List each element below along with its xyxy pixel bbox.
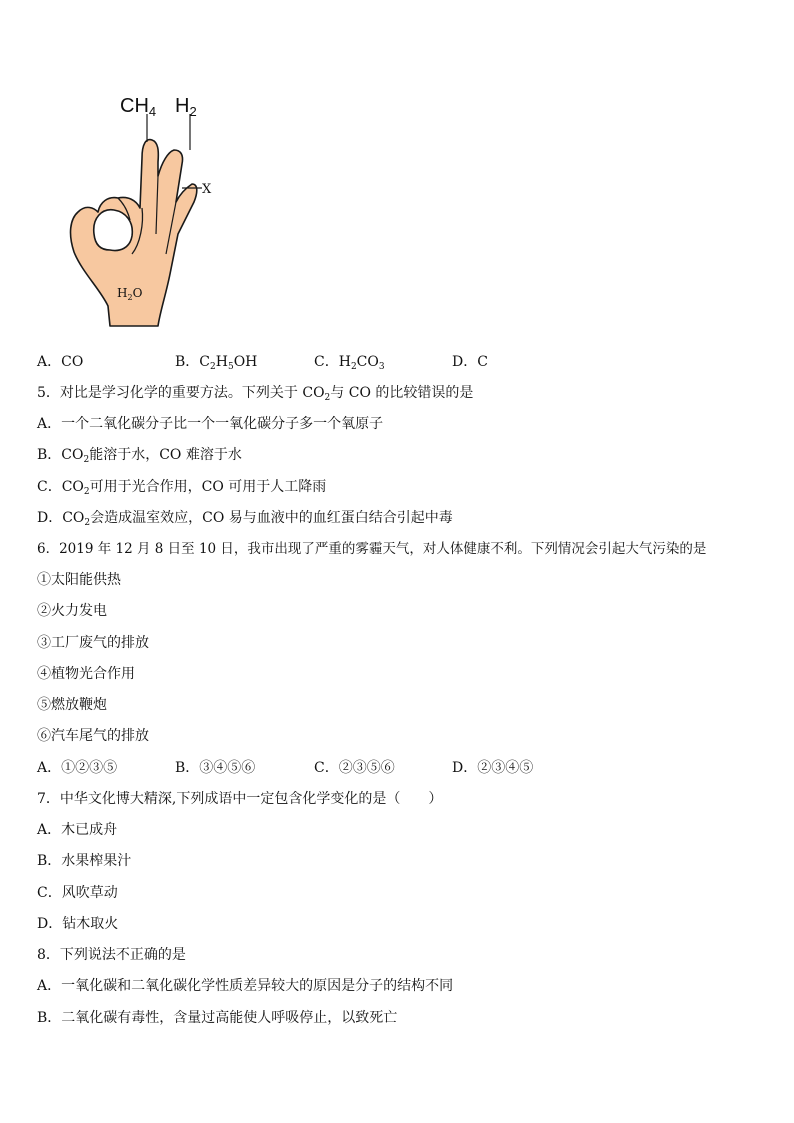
- q8-option-b[interactable]: B．二氧化碳有毒性，含量过高能使人呼吸停止，以致死亡: [37, 1010, 398, 1026]
- q6-item-6: ⑥汽车尾气的排放: [37, 728, 149, 744]
- q4-option-b[interactable]: B．$C_2H_5OH$: [175, 354, 258, 372]
- q7-option-a[interactable]: A．木已成舟: [37, 822, 118, 838]
- q7-stem: 7．中华文化博大精深,下列成语中一定包含化学变化的是（ ）: [37, 791, 443, 807]
- x-label: X: [202, 182, 212, 197]
- q5-option-a[interactable]: A．一个二氧化碳分子比一个一氧化碳分子多一个氧原子: [37, 416, 384, 432]
- q8-option-a[interactable]: A．一氧化碳和二氧化碳化学性质差异较大的原因是分子的结构不同: [37, 978, 454, 994]
- ok-hole: [94, 210, 133, 251]
- q7-option-d[interactable]: D．钻木取火: [37, 916, 119, 932]
- q4-option-c[interactable]: C．$H_2CO_3$: [314, 354, 385, 372]
- q6-item-4: ④植物光合作用: [37, 666, 135, 682]
- q6-option-b[interactable]: B．③④⑤⑥: [175, 760, 256, 776]
- q7-option-b[interactable]: B．水果榨果汁: [37, 853, 132, 869]
- q5-option-c[interactable]: C．$CO_2$可用于光合作用，CO 可用于人工降雨: [37, 479, 327, 497]
- h2-label: $H_2$: [175, 95, 197, 119]
- q7-option-c[interactable]: C．风吹草动: [37, 885, 118, 901]
- q6-option-c[interactable]: C．②③⑤⑥: [314, 760, 395, 776]
- q6-item-2: ②火力发电: [37, 603, 107, 619]
- q5-option-b[interactable]: B．$CO_2$能溶于水，CO 难溶于水: [37, 447, 242, 465]
- q6-option-d[interactable]: D．②③④⑤: [452, 760, 534, 776]
- q4-option-d[interactable]: D．C: [452, 354, 488, 370]
- q4-option-a[interactable]: A．CO: [37, 354, 84, 370]
- q8-stem: 8．下列说法不正确的是: [37, 947, 186, 963]
- q6-stem: 6．2019 年 12 月 8 日至 10 日，我市出现了严重的雾霾天气，对人体健康不利。下列情况会引起大气污染的是: [37, 541, 707, 557]
- ok-hand-illustration: [60, 84, 240, 332]
- hand-figure: [60, 84, 240, 332]
- q6-item-1: ①太阳能供热: [37, 572, 121, 588]
- q6-item-5: ⑤燃放鞭炮: [37, 697, 107, 713]
- ch4-label: $CH_4$: [120, 95, 157, 119]
- q6-option-a[interactable]: A．①②③⑤: [37, 760, 118, 776]
- h2o-label: $H_2O$: [117, 286, 143, 302]
- q6-item-3: ③工厂废气的排放: [37, 635, 149, 651]
- q5-option-d[interactable]: D．$CO_2$会造成温室效应，CO 易与血液中的血红蛋白结合引起中毒: [37, 510, 453, 528]
- q5-stem: 5．对比是学习化学的重要方法。下列关于 $CO_2$与 CO 的比较错误的是: [37, 385, 474, 403]
